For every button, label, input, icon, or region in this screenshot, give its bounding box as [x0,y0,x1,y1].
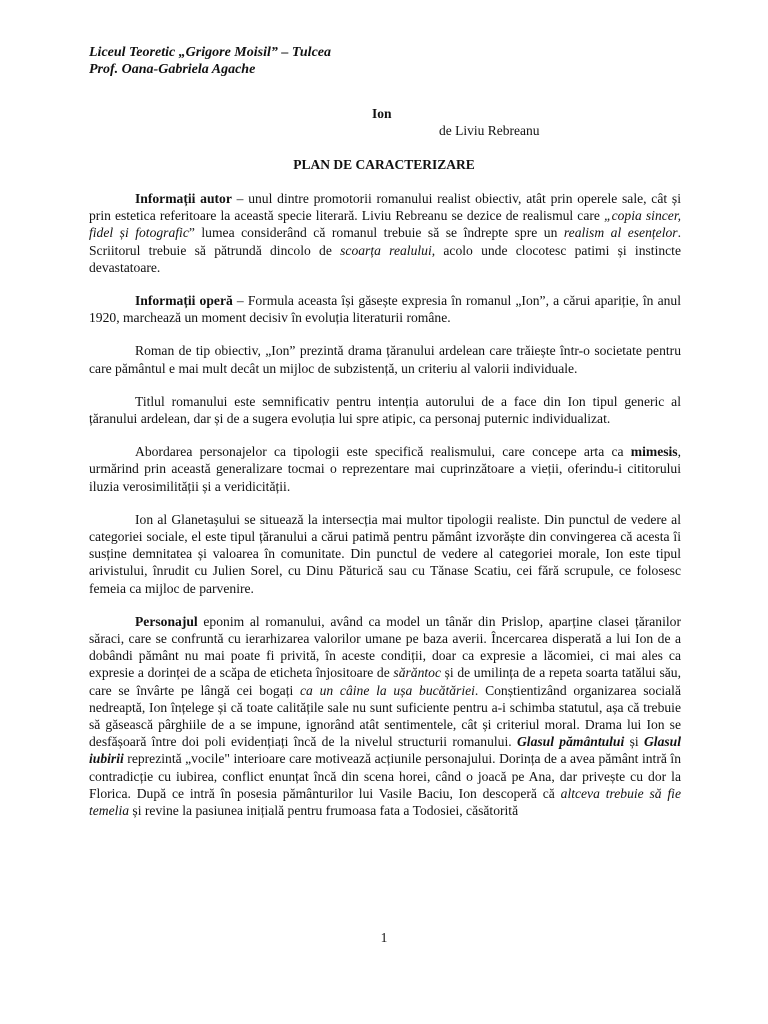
quote-copia: „copia sincer, fidel și fotografic [89,208,681,241]
text-run: , urmărind prin această generalizare tocmai o reprezentare mai cuprinzătoare a vieții, oferindu-i cititorului iluzia verosimilității și a veridicității. [89,444,681,494]
text-run: – unul dintre promotorii romanului realist obiectiv, atât prin operele sale, cât și prin estetica referitoare la această specie literară. Liviu Rebreanu se dezice de realismul care [89,191,681,224]
paragraph-titlul: Titlul romanului este semnificativ pentru intenția autorului de a face din Ion tipul generic al țăranului ardelean, dar și de a sugera evoluția lui spre atipic, ca personaj puternic individualizat. [89,393,681,427]
work-author: de Liviu Rebreanu [439,123,540,138]
text-run: eponim al romanului, având ca model un tânăr din Prislop, aparține clasei țăranilor săraci, care se confruntă cu ierarhizarea valorilor umane pe baza averii. Încercarea disperată a lui Ion de a dobândi pământ nu mai poate fi privită, în aceste condiții, doar ca expresie a lăcomiei, ci mai ales ca expresie a dorinței de a scăpa de eticheta înjositoare de [89,613,681,681]
text-run: Abordarea personajelor ca tipologii este specifică realismului, care concepe arta ca [135,444,631,460]
quote-temelia: altceva trebuie să fie temelia [89,785,681,819]
document-body [89,190,681,819]
quote-sarantoc: sărăntoc [393,665,441,681]
document-header [89,44,689,78]
plan-title: PLAN DE CARACTERIZARE [293,157,475,172]
text-run: , acolo unde clocotesc patimi și instincte devastatoare. [89,242,681,275]
text-run: și revine la pasiunea inițială pentru frumoasa fata a Todosiei, căsătorită [129,803,519,819]
term-mimesis: mimesis [630,444,678,460]
text-run: – Formula aceasta își găsește expresia în romanul „Ion”, a cărui apariție, în anul 1920, marchează un moment decisiv în evoluția literaturii române. [89,293,682,326]
text-run: . Scriitorul trebuie să pătrundă dincolo de [89,225,681,258]
work-info-label: Informații operă [135,293,233,309]
paragraph-personajul [89,613,681,819]
quote-caine: ca un câine la ușa bucătăriei [300,682,475,698]
paragraph-tipologii [89,443,681,495]
work-title: Ion [372,106,392,121]
text-run: ” lumea considerând că romanul trebuie să se îndrepte spre un [188,225,564,241]
teacher-name: Prof. Oana-Gabriela Agache [89,62,256,77]
glasul-pamantului: Glasul pământului [516,734,625,750]
quote-realism: realism al esențelor [563,225,678,241]
text-run: și de umilința de a repeta soarta tatălui său, care se învârte pe lângă cei bogați [89,665,681,698]
paragraph-roman-obiectiv: Roman de tip obiectiv, „Ion” prezintă drama țăranului ardelean care trăiește într-o societate pentru care pământul e mai mult decât un mijloc de subzistență, un criteriu al valorii individuale. [89,343,681,376]
paragraph-work-info [89,292,681,326]
glasul-iubirii: Glasul iubirii [89,734,681,767]
personajul-label: Personajul [135,613,198,629]
paragraph-author-info [89,190,681,276]
quote-scoarta: scoarța realului [340,242,432,258]
school-name: Liceul Teoretic „Grigore Moisil” – Tulcea [89,45,331,60]
text-run: și [624,734,644,750]
paragraph-glanetasu: Ion al Glanetașului se situează la intersecția mai multor tipologii realiste. Din punctul de vedere al categoriei sociale, el este tipul țăranului a cărui patimă pentru pământ izvorăște din convingerea că acesta îi susține demnitatea și valoarea în comunitate. Din punctul de vedere al categoriei morale, Ion este tipul arivistului, înrudit cu Julien Sorel, cu Dinu Păturică sau cu Tănase Scatiu, cei fără scrupule, ce folosesc femeia ca mijloc de parvenire. [89,511,681,596]
author-info-label: Informații autor [135,191,232,206]
text-run: . Conștientizând organizarea socială nedreaptă, Ion înțelege și că toate calitățile sale nu sunt suficiente pentru a-i schimba statutul, așa că trebuie să găsească pârghiile de a se impune, ignorând atât sentimentele, cât și criteriul moral. Drama lui Ion se desfășoară între doi poli evidențiați încă de la nivelul structurii romanului. [89,682,681,750]
text-run: reprezintă „vocile" interioare care motivează acțiunile personajului. Dorința de a avea pământ intră în contradicție cu iubirea, conflict enunțat încă din scena horei, când o joacă pe Ana, dar privește cu dor la Florica. După ce intră în posesia pământurilor lui Vasile Baciu, Ion descoperă că [89,751,681,801]
page-number: 1 [380,930,388,945]
